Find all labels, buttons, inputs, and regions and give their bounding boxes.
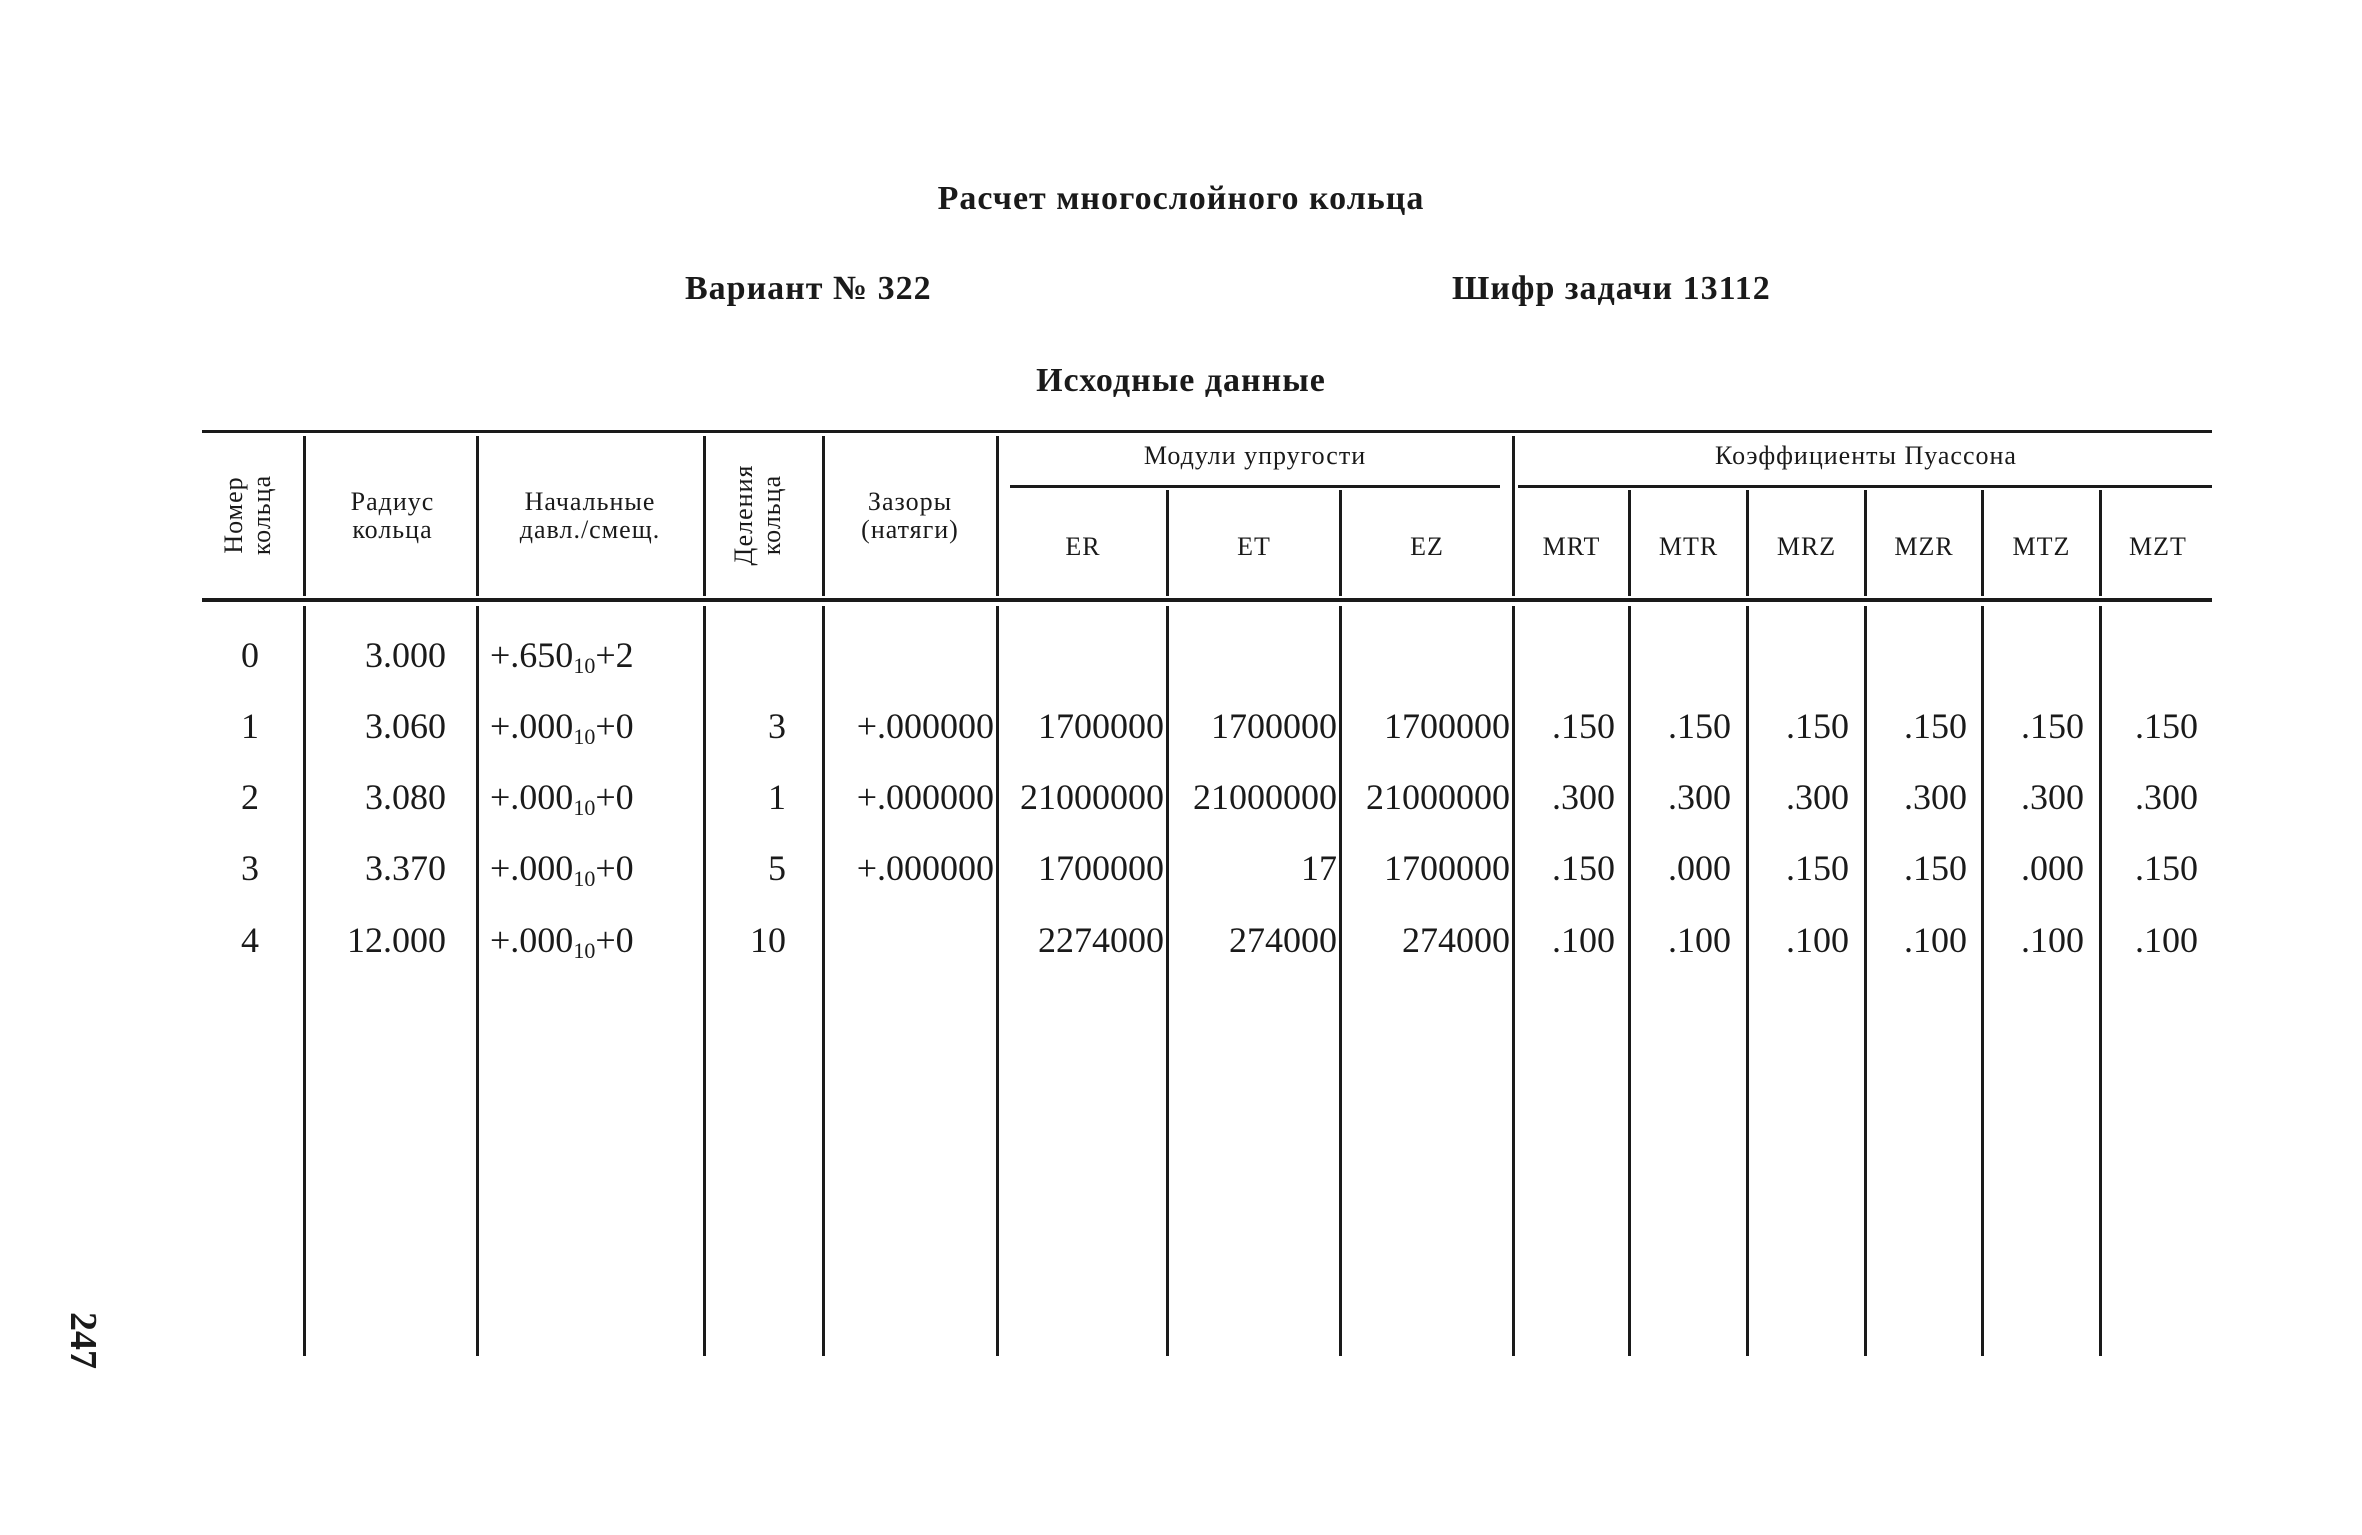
cell-init-base: +.000 [490, 848, 574, 888]
header-gaps-line2: (натяги) [861, 515, 959, 544]
cell-er: 21000000 [1020, 777, 1164, 817]
cell-radius: 3.060 [365, 706, 446, 746]
cell-mrt: .150 [1552, 848, 1615, 888]
cell-init [490, 635, 700, 678]
header-ring-number-line2: кольца [247, 474, 276, 556]
moduli-group-rule [1010, 485, 1500, 488]
cell-mtz: .150 [2021, 706, 2084, 746]
cell-er: 1700000 [1038, 706, 1164, 746]
col-divider [822, 436, 825, 596]
header-radius-line2: кольца [352, 515, 433, 544]
cell-et: 21000000 [1193, 777, 1337, 817]
cell-init-base: +.000 [490, 920, 574, 960]
cell-n: 3 [241, 848, 259, 888]
header-radius-line1: Радиус [350, 487, 435, 516]
col-divider [476, 436, 479, 596]
section-subtitle: Исходные данные [1036, 362, 1326, 399]
cell-init [490, 777, 700, 820]
cell-et: 17 [1301, 848, 1337, 888]
header-initial-line1: Начальные [524, 487, 656, 516]
col-divider [996, 606, 999, 1356]
cell-ez: 1700000 [1384, 848, 1510, 888]
header-divisions [730, 460, 790, 570]
cell-gap: +.000000 [856, 848, 994, 888]
cell-mzt: .150 [2135, 706, 2198, 746]
cell-mtr: .150 [1668, 706, 1731, 746]
header-radius [310, 488, 475, 544]
cell-radius: 3.080 [365, 777, 446, 817]
header-moduli-group: Модули упругости [1143, 441, 1367, 470]
cell-n: 2 [241, 777, 259, 817]
cell-init-subscript: 10 [573, 653, 596, 678]
cell-mzt: .300 [2135, 777, 2198, 817]
cell-mrt: .300 [1552, 777, 1615, 817]
cell-mtr: .300 [1668, 777, 1731, 817]
cell-init-base: +.000 [490, 706, 574, 746]
header-ring-number-line1: Номер [219, 476, 248, 554]
header-ring-number [220, 460, 280, 570]
col-divider [822, 606, 825, 1356]
cell-ez: 274000 [1402, 920, 1510, 960]
cell-radius: 3.370 [365, 848, 446, 888]
cell-mzr: .150 [1904, 848, 1967, 888]
col-divider [703, 436, 706, 596]
header-et: ET [1237, 532, 1271, 561]
cell-radius: 12.000 [347, 920, 446, 960]
header-initial [480, 488, 700, 544]
header-gaps [826, 488, 994, 544]
cell-mrz: .150 [1786, 848, 1849, 888]
header-mzt: MZT [2129, 532, 2187, 561]
header-divisions-line2: кольца [757, 474, 786, 556]
variant-label: Вариант № 322 [685, 270, 932, 307]
col-divider [476, 606, 479, 1356]
header-mrt: MRT [1542, 532, 1601, 561]
cell-mrt: .100 [1552, 920, 1615, 960]
cell-init-exponent: +0 [595, 848, 634, 888]
cell-n: 1 [241, 706, 259, 746]
cell-ez: 1700000 [1384, 706, 1510, 746]
cell-div: 10 [750, 920, 786, 960]
cell-mzr: .100 [1904, 920, 1967, 960]
cell-div: 3 [768, 706, 786, 746]
cell-n: 0 [241, 635, 259, 675]
cell-init [490, 848, 700, 891]
cell-er: 2274000 [1038, 920, 1164, 960]
cell-radius: 3.000 [365, 635, 446, 675]
cell-gap: +.000000 [856, 777, 994, 817]
cell-mrt: .150 [1552, 706, 1615, 746]
header-gaps-line1: Зазоры [867, 487, 953, 516]
cell-ez: 21000000 [1366, 777, 1510, 817]
cell-mzt: .100 [2135, 920, 2198, 960]
cell-init-subscript: 10 [573, 938, 596, 963]
cell-et: 1700000 [1211, 706, 1337, 746]
cell-init-subscript: 10 [573, 724, 596, 749]
cell-init [490, 920, 700, 963]
header-ez: EZ [1410, 532, 1444, 561]
cell-mtr: .100 [1668, 920, 1731, 960]
cell-mzr: .300 [1904, 777, 1967, 817]
header-mzr: MZR [1894, 532, 1954, 561]
page-title: Расчет многослойного кольца [937, 180, 1425, 217]
header-initial-line2: давл./смещ. [519, 515, 661, 544]
header-mtz: MTZ [2012, 532, 2071, 561]
cell-mrz: .100 [1786, 920, 1849, 960]
task-cipher-label: Шифр задачи 13112 [1452, 270, 1771, 307]
header-divisions-line1: Деления [729, 464, 758, 566]
cell-mtz: .300 [2021, 777, 2084, 817]
cell-mrz: .150 [1786, 706, 1849, 746]
header-mtr: MTR [1658, 532, 1719, 561]
cell-mtr: .000 [1668, 848, 1731, 888]
cell-er: 1700000 [1038, 848, 1164, 888]
header-bottom-rule [202, 598, 2212, 602]
cell-init [490, 706, 700, 749]
header-mrz: MRZ [1776, 532, 1837, 561]
col-divider [303, 436, 306, 596]
cell-init-base: +.650 [490, 635, 574, 675]
cell-init-exponent: +0 [595, 706, 634, 746]
cell-mrz: .300 [1786, 777, 1849, 817]
cell-div: 5 [768, 848, 786, 888]
poisson-group-rule [1518, 485, 2212, 488]
cell-init-exponent: +2 [595, 635, 634, 675]
cell-init-base: +.000 [490, 777, 574, 817]
cell-mzt: .150 [2135, 848, 2198, 888]
header-er: ER [1065, 532, 1101, 561]
cell-init-subscript: 10 [573, 866, 596, 891]
cell-n: 4 [241, 920, 259, 960]
cell-et: 274000 [1229, 920, 1337, 960]
page-number: 247 [62, 1312, 104, 1369]
cell-init-exponent: +0 [595, 920, 634, 960]
cell-gap: +.000000 [856, 706, 994, 746]
col-divider [996, 436, 999, 596]
col-divider [1512, 436, 1515, 596]
cell-mtz: .100 [2021, 920, 2084, 960]
cell-mzr: .150 [1904, 706, 1967, 746]
header-poisson-group: Коэффициенты Пуассона [1715, 441, 2017, 470]
cell-init-subscript: 10 [573, 795, 596, 820]
cell-mtz: .000 [2021, 848, 2084, 888]
cell-init-exponent: +0 [595, 777, 634, 817]
cell-div: 1 [768, 777, 786, 817]
table-top-rule [202, 430, 2212, 433]
